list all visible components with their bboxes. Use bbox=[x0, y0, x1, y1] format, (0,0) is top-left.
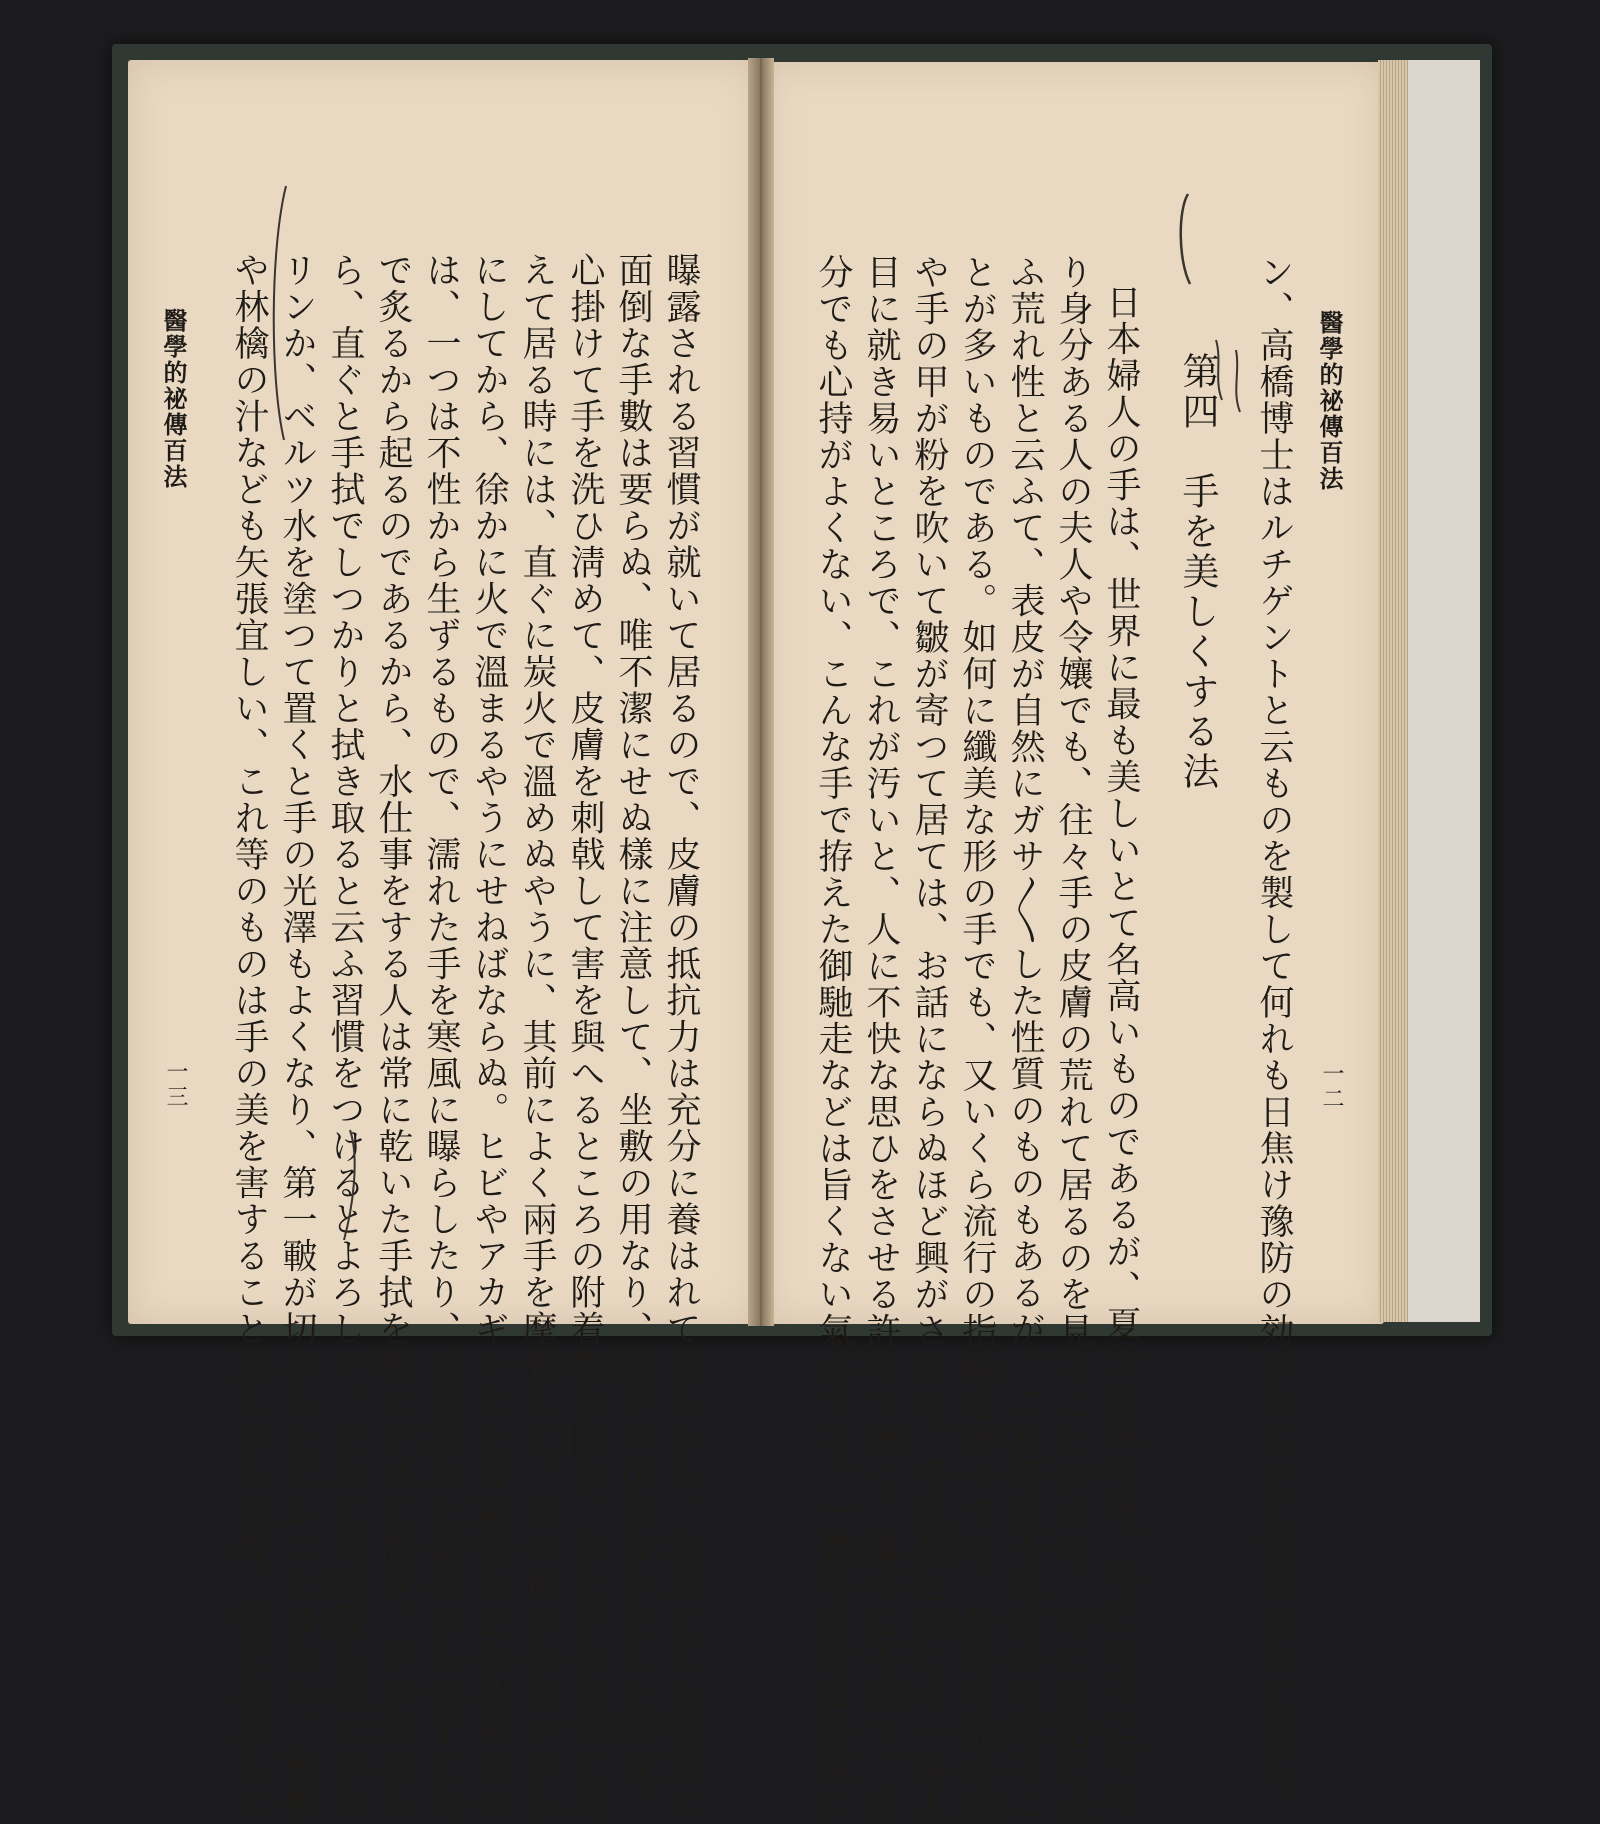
left-running-head: 醫學的祕傳百法 bbox=[159, 308, 188, 490]
right-line-3: り身分ある人の夫人や令孃でも、往々手の皮膚の荒れて居るのを見ることがある、中には俗に云 bbox=[1053, 254, 1093, 1824]
left-line-7: で炙るから起るのであるから、水仕事をする人は常に乾いた手拭を腰に下げて置き、手が濡れた bbox=[373, 252, 413, 1822]
right-line-4: ふ荒れ性と云ふて、表皮が自然にガサ〳〵した性質のものもあるが、これ等は不注意から起るこ bbox=[1005, 254, 1045, 1822]
right-line-1: ン、高橋博士はルチゲントと云ものを製して何れも日焦け豫防の効があるとて賞用されて居る。 bbox=[1254, 254, 1294, 1824]
right-line-6: や手の甲が粉を吹いて皺が寄つて居ては、お話にならぬほど興がさめる。手は顏と同じく一番人 bbox=[909, 254, 949, 1824]
right-running-head: 醫學的祕傳百法 bbox=[1315, 310, 1344, 492]
section-heading: 第四 手を美しくする法 bbox=[1176, 352, 1219, 792]
left-line-4: えて居る時には、直ぐに炭火で溫めぬやうに、其前によく兩手を摩擦して、血の循りの良いやう bbox=[517, 252, 557, 1822]
left-page-number: 一三 bbox=[163, 1060, 188, 1110]
left-line-3: 心掛けて手を洗ひ淸めて、皮膚を刺戟して害を與へるところの附着物を除き、また手の非常に冷 bbox=[565, 252, 605, 1822]
left-line-2: 面倒な手數は要らぬ、唯不潔にせぬ樣に注意して、坐敷の用なり、勝手の仕事なりをした時は、 bbox=[613, 252, 653, 1822]
left-line-8: ら、直ぐと手拭でしつかりと拭き取ると云ふ習慣をつけるとよろしい。それに每晩寢る前にワセ bbox=[325, 252, 365, 1822]
left-line-5: にしてから、徐かに火で溫まるやうにせねばならぬ。ヒビやアカギレまたは霜燒などの出來るの bbox=[469, 252, 509, 1822]
left-line-1: 曝露される習慣が就いて居るので、皮膚の抵抗力は充分に養はれて居るから、注意とても特別に bbox=[661, 252, 701, 1822]
right-line-8: 分でも心持がよくない、こんな手で拵えた御馳走などは旨くない氣がする。一體手は常に外氣に bbox=[813, 254, 853, 1824]
right-line-2: 日本婦人の手は、世界に最も美しいとて名高いものであるが、夏分は兎も角、冬になると可な bbox=[1101, 284, 1141, 1817]
right-page-number: 一二 bbox=[1319, 1062, 1344, 1112]
left-line-9: リンか、ベルツ水を塗つて置くと手の光澤もよくなり、第一皸が切れると云ふことはない、蜜柑 bbox=[277, 252, 317, 1822]
right-line-7: 目に就き易いところで、これが汚いと、人に不快な思ひをさせる許りで無く、萬づに不便で、自 bbox=[861, 254, 901, 1824]
left-line-10: や林檎の汁なども矢張宜しい、これ等のものは手の美を害すること惡しきもの故、特に注意して bbox=[229, 252, 269, 1822]
left-line-6: は、一つは不性から生ずるもので、濡れた手を寒風に曝らしたり、又は濡れた儘拭ひもせずに火 bbox=[421, 252, 461, 1822]
right-line-5: とが多いものである。如何に纖美な形の手でも、又いくら流行の指輪を飾つても、肝腎な指の肉 bbox=[957, 254, 997, 1824]
